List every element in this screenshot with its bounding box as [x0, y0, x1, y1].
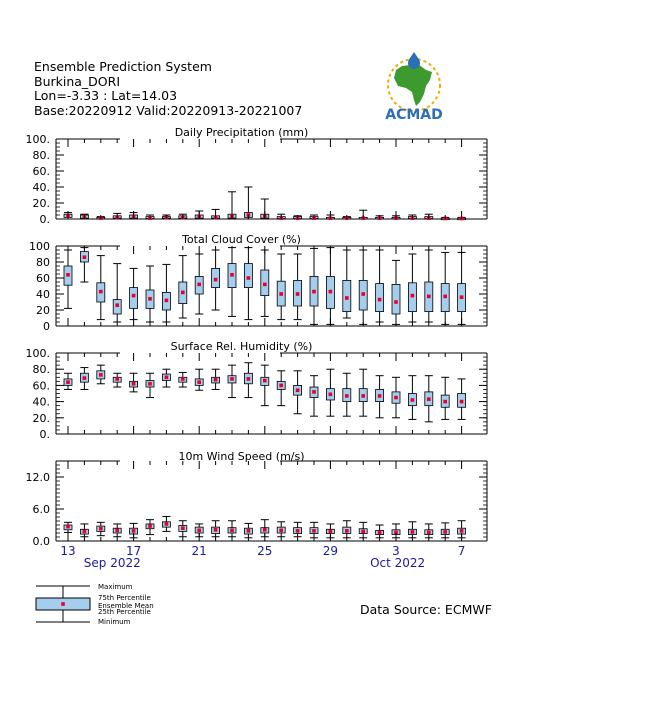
y-tick-label: 0.0	[32, 535, 50, 548]
legend-p75-label: 75th Percentile	[98, 594, 151, 602]
x-tick-label: 25	[257, 544, 273, 558]
box-day-20	[376, 376, 384, 418]
mean-marker	[230, 273, 234, 277]
mean-marker	[165, 522, 169, 526]
y-tick-label: 80.	[32, 363, 50, 377]
box-day-5	[130, 268, 138, 319]
x-tick-label: 7	[457, 544, 466, 558]
month-label: Oct 2022	[370, 556, 426, 570]
legend-mean-marker	[61, 602, 65, 606]
box-day-6	[146, 373, 154, 397]
y-tick-label: 60	[36, 272, 50, 285]
box-day-21	[392, 260, 400, 324]
panel-1	[56, 139, 487, 220]
mean-marker	[443, 295, 447, 299]
mean-marker	[312, 290, 316, 294]
box-day-13	[261, 365, 269, 406]
box-day-14	[277, 254, 285, 320]
box-day-11	[228, 521, 236, 537]
box-day-19	[359, 369, 367, 416]
mean-marker	[99, 290, 103, 294]
box-day-14	[277, 371, 285, 406]
mean-marker	[296, 292, 300, 296]
mean-marker	[263, 379, 267, 383]
y-tick-label: 0.	[39, 428, 50, 441]
box-day-19	[359, 522, 367, 537]
box-day-18	[343, 250, 351, 318]
mean-marker	[329, 290, 333, 294]
mean-marker	[263, 528, 267, 532]
mean-marker	[214, 278, 218, 282]
mean-marker	[296, 388, 300, 392]
box-day-17	[326, 248, 334, 325]
mean-marker	[115, 377, 119, 381]
box-day-3	[97, 522, 105, 535]
mean-marker	[460, 529, 464, 533]
mean-marker	[148, 524, 152, 528]
box-day-7	[162, 264, 170, 322]
box-day-4	[113, 264, 121, 322]
month-label: Sep 2022	[83, 556, 141, 570]
mean-marker	[279, 529, 283, 533]
box-day-15	[294, 522, 302, 536]
mean-marker	[279, 292, 283, 296]
mean-marker	[197, 380, 201, 384]
x-tick-label: 17	[125, 544, 142, 558]
box-day-24	[441, 377, 449, 419]
box-day-3	[97, 365, 105, 384]
mean-marker	[361, 292, 365, 296]
box-day-16	[310, 248, 318, 324]
mean-marker	[66, 525, 70, 529]
mean-marker	[148, 297, 152, 301]
y-tick-label: 80	[36, 256, 50, 269]
box-day-10	[212, 250, 220, 310]
mean-marker	[329, 530, 333, 534]
box-day-17	[326, 369, 334, 416]
iqr-box	[392, 284, 400, 314]
mean-marker	[411, 530, 415, 534]
box-day-5	[130, 373, 138, 392]
mean-marker	[66, 273, 70, 277]
box-day-12	[244, 248, 252, 320]
box-day-6	[146, 520, 154, 535]
mean-marker	[361, 394, 365, 398]
mean-marker	[394, 300, 398, 304]
iqr-box	[376, 284, 384, 312]
mean-marker	[345, 394, 349, 398]
iqr-box	[343, 280, 351, 311]
box-day-1	[64, 522, 72, 532]
box-day-3	[97, 256, 105, 320]
mean-marker	[427, 397, 431, 401]
y-tick-label: 6.0	[32, 503, 50, 516]
mean-marker	[197, 529, 201, 533]
panel-2	[56, 246, 487, 326]
box-day-25	[458, 252, 466, 324]
mean-marker	[214, 528, 218, 532]
mean-marker	[279, 384, 283, 388]
iqr-box	[130, 288, 138, 309]
mean-marker	[230, 377, 234, 381]
y-tick-label: 20.	[32, 411, 50, 425]
box-day-16	[310, 376, 318, 417]
x-tick-label: 3	[392, 544, 400, 558]
box-day-22	[408, 522, 416, 538]
y-tick-label: 0.	[39, 213, 50, 226]
box-day-7	[162, 369, 170, 387]
box-day-12	[244, 187, 252, 219]
mean-marker	[460, 400, 464, 404]
box-day-22	[408, 376, 416, 420]
mean-marker	[214, 378, 218, 382]
y-tick-label: 40	[36, 288, 50, 301]
station-name: Burkina_DORI	[34, 73, 121, 89]
base-valid-dates: Base:20220912 Valid:20220913-20221007	[34, 102, 303, 118]
iqr-box	[244, 264, 252, 288]
box-day-4	[113, 373, 121, 387]
mean-marker	[263, 283, 267, 287]
box-day-21	[392, 377, 400, 418]
mean-marker	[165, 299, 169, 303]
box-day-19	[359, 250, 367, 324]
box-day-1	[64, 250, 72, 308]
legend-minimum-label: Minimum	[98, 618, 131, 626]
mean-marker	[181, 291, 185, 295]
mean-marker	[197, 283, 201, 287]
box-day-12	[244, 523, 252, 537]
mean-marker	[66, 380, 70, 384]
box-day-18	[343, 521, 351, 538]
box-day-2	[80, 368, 88, 390]
y-tick-label: 20	[36, 304, 50, 317]
box-day-23	[425, 376, 433, 422]
panel-title: Surface Rel. Humidity (%)	[170, 340, 313, 353]
box-day-10	[212, 369, 220, 389]
box-day-20	[376, 250, 384, 322]
data-source: Data Source: ECMWF	[360, 602, 492, 617]
mean-marker	[312, 390, 316, 394]
mean-marker	[378, 394, 382, 398]
mean-marker	[115, 529, 119, 533]
box-day-2	[80, 248, 88, 282]
box-day-15	[294, 254, 302, 320]
mean-marker	[312, 529, 316, 533]
mean-marker	[148, 382, 152, 386]
box-day-20	[376, 525, 384, 538]
box-day-12	[244, 363, 252, 398]
mean-marker	[115, 303, 119, 307]
mean-marker	[345, 296, 349, 300]
y-tick-label: 100.	[25, 347, 50, 360]
y-tick-label: 60.	[32, 165, 50, 178]
y-tick-label: 100	[29, 240, 50, 253]
mean-marker	[361, 530, 365, 534]
box-day-13	[261, 250, 269, 316]
box-day-22	[408, 254, 416, 322]
y-tick-label: 0	[43, 320, 50, 333]
box-day-9	[195, 254, 203, 314]
mean-marker	[165, 376, 169, 380]
box-day-8	[179, 521, 187, 537]
box-day-14	[277, 522, 285, 537]
box-day-8	[179, 256, 187, 318]
mean-marker	[247, 276, 251, 280]
mean-marker	[411, 294, 415, 298]
x-tick-label: 21	[191, 544, 207, 558]
panel-title: Total Cloud Cover (%)	[182, 233, 301, 246]
box-day-2	[80, 524, 88, 537]
box-day-1	[64, 373, 72, 389]
mean-marker	[181, 526, 185, 530]
mean-marker	[378, 531, 382, 535]
box-day-23	[425, 250, 433, 322]
box-day-6	[146, 266, 154, 322]
y-tick-label: 100.	[25, 133, 50, 146]
mean-marker	[378, 298, 382, 302]
x-tick-label: 13	[60, 544, 76, 558]
box-day-10	[212, 521, 220, 537]
mean-marker	[230, 529, 234, 533]
legend-mean-label: Ensemble Mean	[98, 602, 154, 610]
x-tick-label: 29	[322, 544, 339, 558]
mean-marker	[345, 529, 349, 533]
mean-marker	[83, 530, 87, 534]
legend-maximum-label: Maximum	[98, 583, 133, 591]
panel-title: Daily Precipitation (mm)	[174, 126, 309, 139]
legend	[36, 586, 90, 622]
system-title: Ensemble Prediction System	[34, 59, 212, 74]
y-tick-label: 60.	[32, 379, 50, 393]
box-day-16	[310, 522, 318, 537]
panel-3	[56, 353, 487, 434]
box-day-18	[343, 373, 351, 416]
y-tick-label: 40.	[32, 181, 50, 194]
station-coordinates: Lon=-3.33 : Lat=14.03	[34, 88, 178, 103]
box-day-25	[458, 379, 466, 420]
box-day-24	[441, 252, 449, 324]
y-tick-label: 12.0	[25, 471, 50, 484]
logo-text: ACMAD	[385, 107, 443, 123]
mean-marker	[99, 527, 103, 531]
y-tick-label: 20.	[32, 197, 50, 210]
mean-marker	[411, 398, 415, 402]
mean-marker	[460, 295, 464, 299]
box-day-24	[441, 523, 449, 538]
box-day-11	[228, 248, 236, 317]
mean-marker	[132, 529, 136, 533]
y-tick-label: 80.	[32, 149, 50, 162]
box-day-7	[162, 516, 170, 531]
box-day-8	[179, 372, 187, 387]
mean-marker	[443, 400, 447, 404]
mean-marker	[247, 529, 251, 533]
mean-marker	[427, 531, 431, 535]
legend-p25-label: 25th Percentile	[98, 608, 151, 616]
panel-title: 10m Wind Speed (m/s)	[178, 450, 305, 463]
mean-marker	[83, 255, 87, 259]
panel-4	[56, 461, 487, 541]
y-tick-label: 40.	[32, 395, 50, 409]
mean-marker	[132, 294, 136, 298]
mean-marker	[394, 396, 398, 400]
box-day-11	[228, 365, 236, 397]
box-day-11	[228, 192, 236, 219]
mean-marker	[132, 382, 136, 386]
mean-marker	[427, 295, 431, 299]
box-day-23	[425, 524, 433, 538]
box-day-4	[113, 524, 121, 537]
mean-marker	[99, 373, 103, 377]
box-day-15	[294, 371, 302, 414]
mean-marker	[443, 530, 447, 534]
mean-marker	[247, 377, 251, 381]
mean-marker	[83, 376, 87, 380]
box-day-9	[195, 369, 203, 390]
mean-marker	[181, 377, 185, 381]
mean-marker	[296, 529, 300, 533]
mean-marker	[329, 393, 333, 397]
